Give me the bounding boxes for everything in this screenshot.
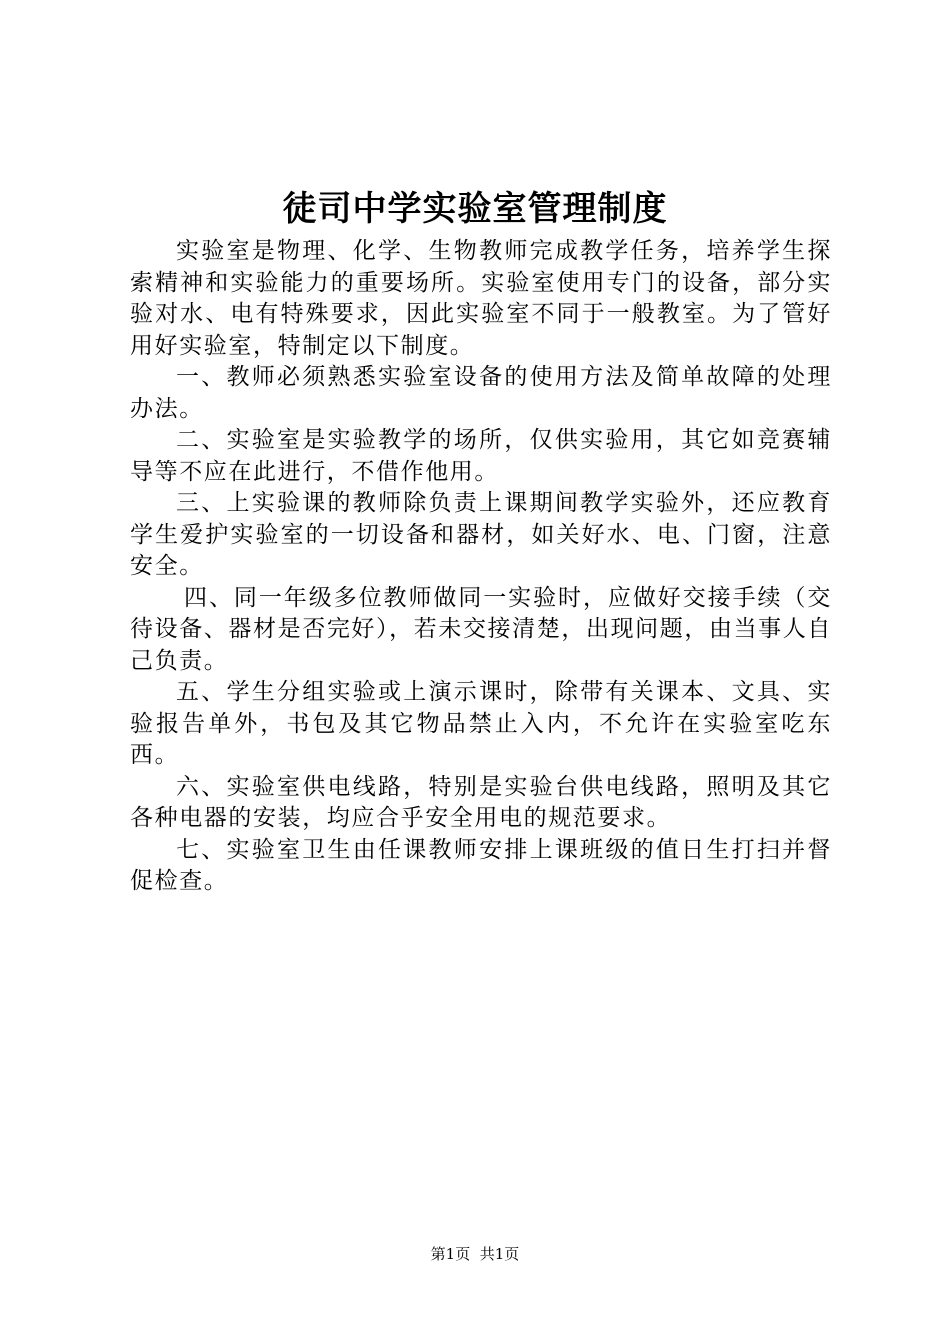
- paragraph-rule-6: 六、实验室供电线路，特别是实验台供电线路，照明及其它各种电器的安装，均应合乎安全用电的规范要求。: [130, 773, 832, 831]
- page-footer: [0, 1244, 950, 1264]
- paragraph-rule-7: 七、实验室卫生由任课教师安排上课班级的值日生打扫并督促检查。: [130, 836, 832, 894]
- paragraph-rule-4: 四、同一年级多位教师做同一实验时，应做好交接手续（交待设备、器材是否完好），若未交接清楚，出现问题，由当事人自己负责。: [130, 584, 832, 674]
- paragraph-rule-1: 一、教师必须熟悉实验室设备的使用方法及简单故障的处理办法。: [130, 364, 832, 422]
- paragraph-rule-2: 二、实验室是实验教学的场所，仅供实验用，其它如竞赛辅导等不应在此进行，不借作他用。: [130, 427, 832, 485]
- paragraph-intro: 实验室是物理、化学、生物教师完成教学任务，培养学生探索精神和实验能力的重要场所。实验室使用专门的设备，部分实验对水、电有特殊要求，因此实验室不同于一般教室。为了管好用好实验室，特制定以下制度。: [130, 238, 832, 359]
- document-body: [130, 236, 832, 898]
- paragraph-rule-5: 五、学生分组实验或上演示课时，除带有关课本、文具、实验报告单外，书包及其它物品禁止入内，不允许在实验室吃东西。: [130, 679, 832, 768]
- paragraph-rule-3: 三、上实验课的教师除负责上课期间教学实验外，还应教育学生爱护实验室的一切设备和器材，如关好水、电、门窗，注意安全。: [130, 490, 832, 579]
- page-total: 共1页: [479, 1245, 520, 1263]
- document-title: 徒司中学实验室管理制度: [282, 189, 668, 229]
- page-number: 第1页: [430, 1245, 471, 1263]
